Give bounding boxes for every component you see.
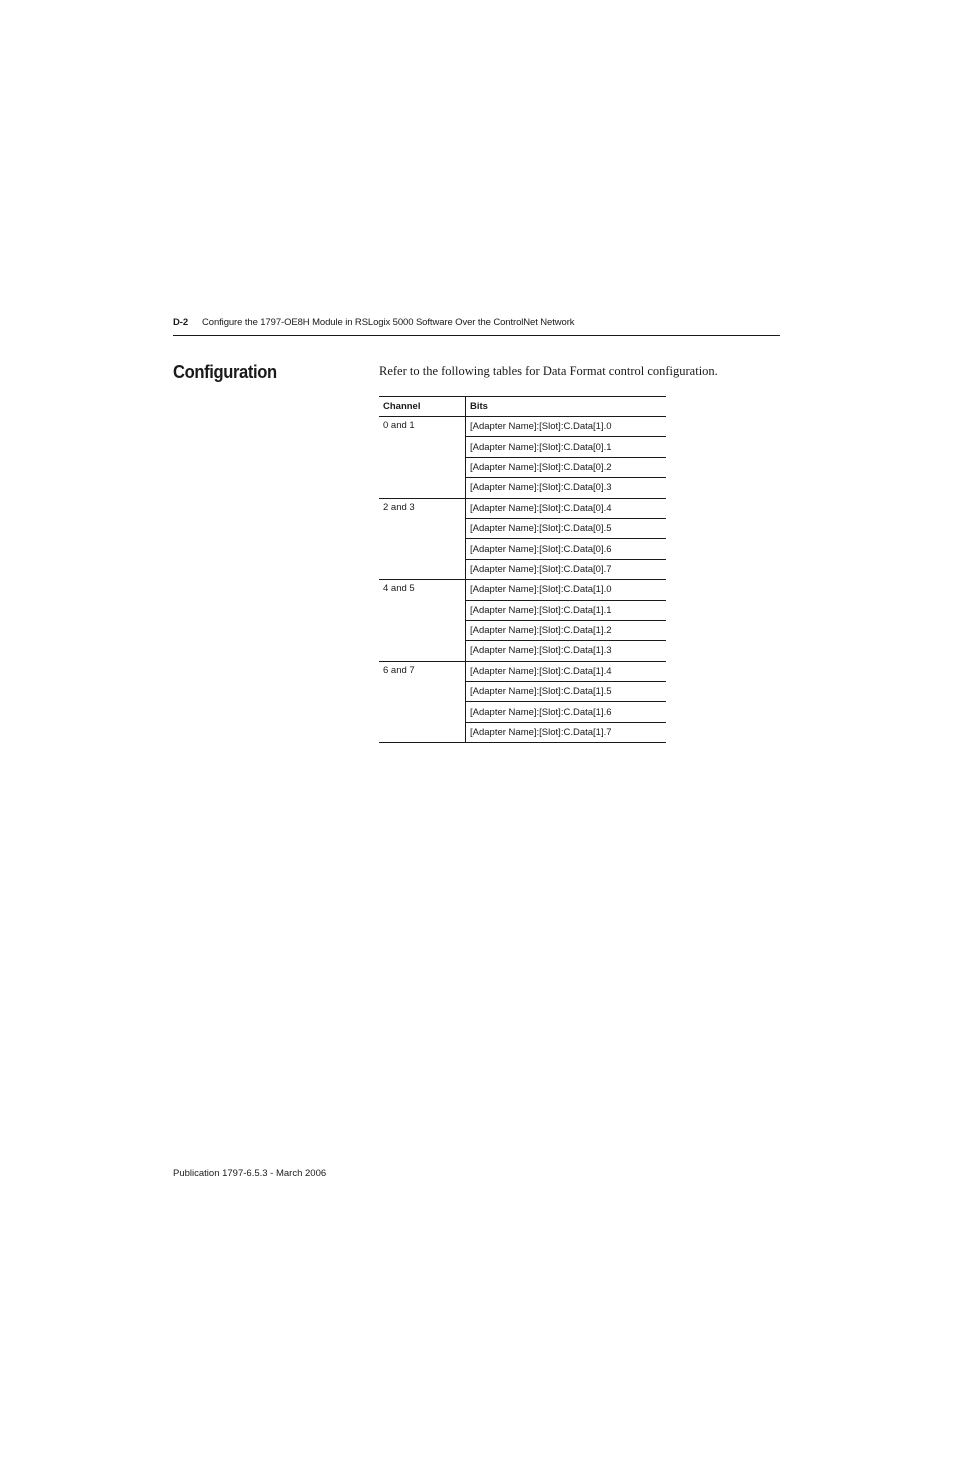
bits-cell: [Adapter Name]:[Slot]:C.Data[1].5: [466, 682, 667, 702]
channel-cell: 0 and 1: [379, 417, 466, 499]
column-header-bits: Bits: [466, 397, 667, 417]
header-rule: [173, 335, 780, 336]
table-row: [379, 417, 666, 437]
bits-cell: [Adapter Name]:[Slot]:C.Data[0].3: [466, 478, 667, 498]
bits-cell: [Adapter Name]:[Slot]:C.Data[0].5: [466, 518, 667, 538]
table-row: [379, 661, 666, 681]
bits-cell: [Adapter Name]:[Slot]:C.Data[1].4: [466, 661, 667, 681]
channel-cell: 2 and 3: [379, 498, 466, 580]
table-row: [379, 498, 666, 518]
section-title: Configuration: [173, 362, 277, 382]
data-format-table: [379, 396, 666, 743]
bits-cell: [Adapter Name]:[Slot]:C.Data[0].1: [466, 437, 667, 457]
bits-cell: [Adapter Name]:[Slot]:C.Data[0].4: [466, 498, 667, 518]
table-row: [379, 580, 666, 600]
running-title: Configure the 1797-OE8H Module in RSLogix 5000 Software Over the ControlNet Network: [202, 317, 575, 328]
page-number: D-2: [173, 317, 189, 328]
channel-cell: 6 and 7: [379, 661, 466, 743]
bits-cell: [Adapter Name]:[Slot]:C.Data[1].0: [466, 417, 667, 437]
bits-cell: [Adapter Name]:[Slot]:C.Data[0].2: [466, 457, 667, 477]
bits-cell: [Adapter Name]:[Slot]:C.Data[1].3: [466, 641, 667, 661]
publication-footer: Publication 1797-6.5.3 - March 2006: [173, 1168, 327, 1179]
bits-cell: [Adapter Name]:[Slot]:C.Data[1].0: [466, 580, 667, 600]
bits-cell: [Adapter Name]:[Slot]:C.Data[1].2: [466, 620, 667, 640]
bits-cell: [Adapter Name]:[Slot]:C.Data[1].7: [466, 722, 667, 742]
table-header-row: [379, 397, 666, 417]
bits-cell: [Adapter Name]:[Slot]:C.Data[1].1: [466, 600, 667, 620]
bits-cell: [Adapter Name]:[Slot]:C.Data[1].6: [466, 702, 667, 722]
channel-cell: 4 and 5: [379, 580, 466, 662]
bits-cell: [Adapter Name]:[Slot]:C.Data[0].7: [466, 559, 667, 579]
running-header: [173, 317, 780, 335]
intro-paragraph: Refer to the following tables for Data Format control configuration.: [379, 364, 718, 378]
bits-cell: [Adapter Name]:[Slot]:C.Data[0].6: [466, 539, 667, 559]
column-header-channel: Channel: [379, 397, 466, 417]
